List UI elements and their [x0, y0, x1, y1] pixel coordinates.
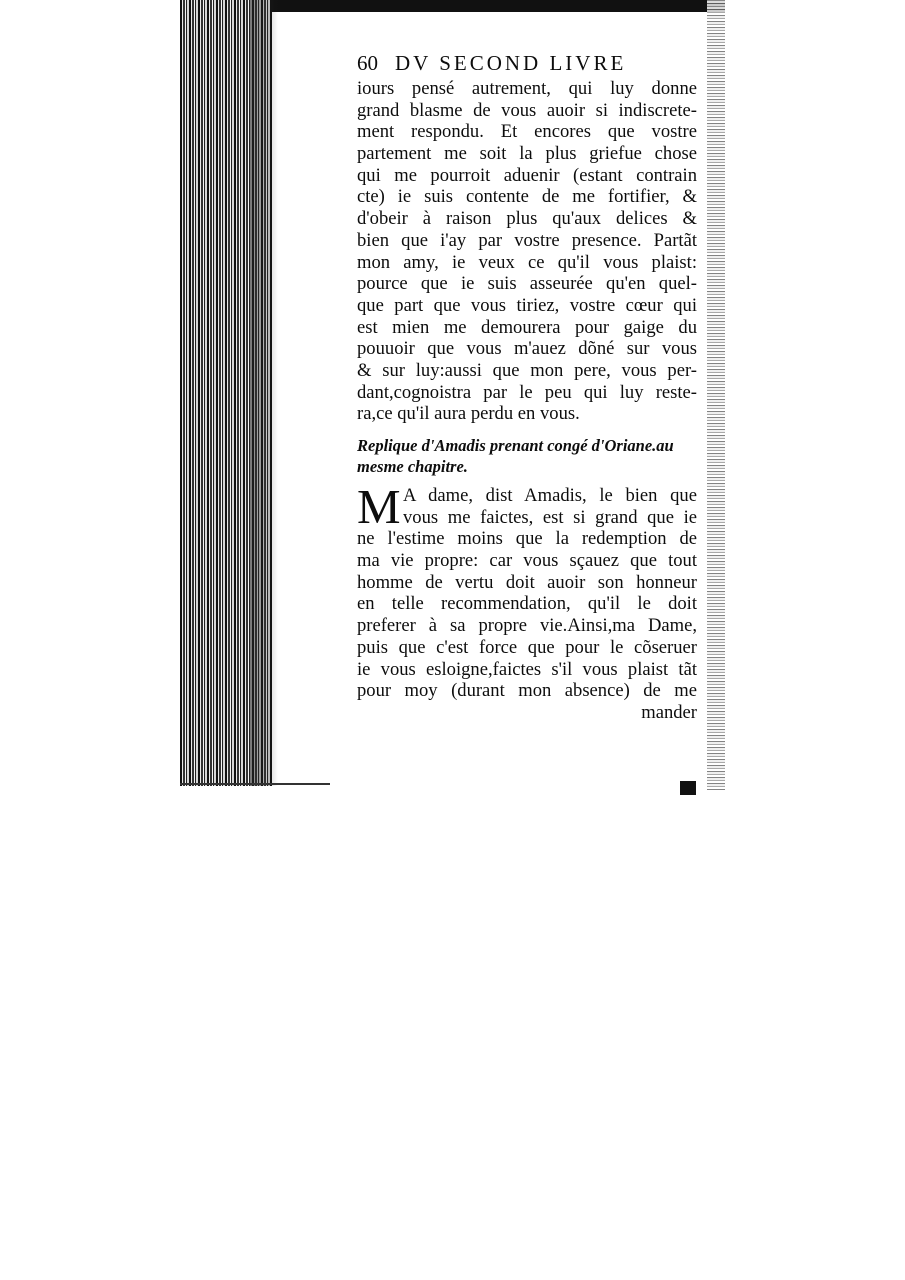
running-head: [357, 48, 697, 78]
text-line: en telle recommendation, qu'il le doit: [357, 593, 697, 615]
text-line: ra,ce qu'il aura perdu en vous.: [357, 403, 580, 425]
gutter-shadow: [250, 0, 278, 786]
text-line: iours pensé autrement, qui luy donne: [357, 78, 697, 99]
text-line: ne l'estime moins que la redemption de: [357, 528, 697, 550]
text-line: puis que c'est force que pour le cõseruer: [357, 636, 697, 658]
text-line: bien que i'ay par vostre presence. Partãt: [357, 229, 697, 251]
running-title: DV SECOND LIVRE: [395, 51, 627, 75]
text-block: [357, 48, 697, 724]
text-line: cte) ie suis contente de me fortifier, &: [357, 186, 697, 208]
text-line: preferer à sa propre vie.Ainsi,ma Dame,: [357, 615, 697, 637]
text-line: partement me soit la plus griefue chose: [357, 143, 697, 165]
text-line: pouuoir que vous m'auez dõné sur vous: [357, 338, 697, 360]
page-number: 60: [357, 51, 378, 75]
text-line: ma vie propre: car vous sçauez que tout: [357, 550, 697, 572]
text-line: & sur luy:aussi que mon pere, vous per-: [357, 359, 697, 381]
text-line: grand blasme de vous auoir si indiscrete-: [357, 99, 697, 121]
reply-paragraph: [357, 479, 697, 724]
text-line: d'obeir à raison plus qu'aux delices &: [357, 208, 697, 230]
heading-line: Replique d'Amadis prenant congé d'Oriane.au: [357, 436, 674, 455]
bottom-rule: [180, 783, 330, 785]
text-line: homme de vertu doit auoir son honneur: [357, 571, 697, 593]
drop-cap: M: [357, 479, 401, 534]
text-line: mon amy, ie veux ce qu'il vous plaist:: [357, 251, 697, 273]
text-line: dant,cognoistra par le peu qui luy reste-: [357, 381, 697, 403]
text-line: pource que ie suis asseurée qu'en quel-: [357, 273, 697, 295]
catchword: mander: [641, 701, 697, 723]
text-line: ment respondu. Et encores que vostre: [357, 121, 697, 143]
text-line: que part que vous tiriez, vostre cœur qui: [357, 294, 697, 316]
corner-mark: [680, 781, 696, 795]
section-heading: [357, 435, 697, 477]
text-line: vous me faictes, est si grand que ie: [403, 506, 697, 528]
page-right-edge: [707, 0, 725, 790]
text-line: pour moy (durant mon absence) de me: [357, 680, 697, 702]
heading-line: mesme chapitre.: [357, 457, 468, 476]
text-line: est mien me demourera pour gaige du: [357, 316, 697, 338]
letter-paragraph: [357, 78, 697, 425]
text-line: A dame, dist Amadis, le bien que: [403, 485, 697, 506]
text-line: qui me pourroit aduenir (estant contrain: [357, 164, 697, 186]
text-line: ie vous esloigne,faictes s'il vous plaist tãt: [357, 658, 697, 680]
